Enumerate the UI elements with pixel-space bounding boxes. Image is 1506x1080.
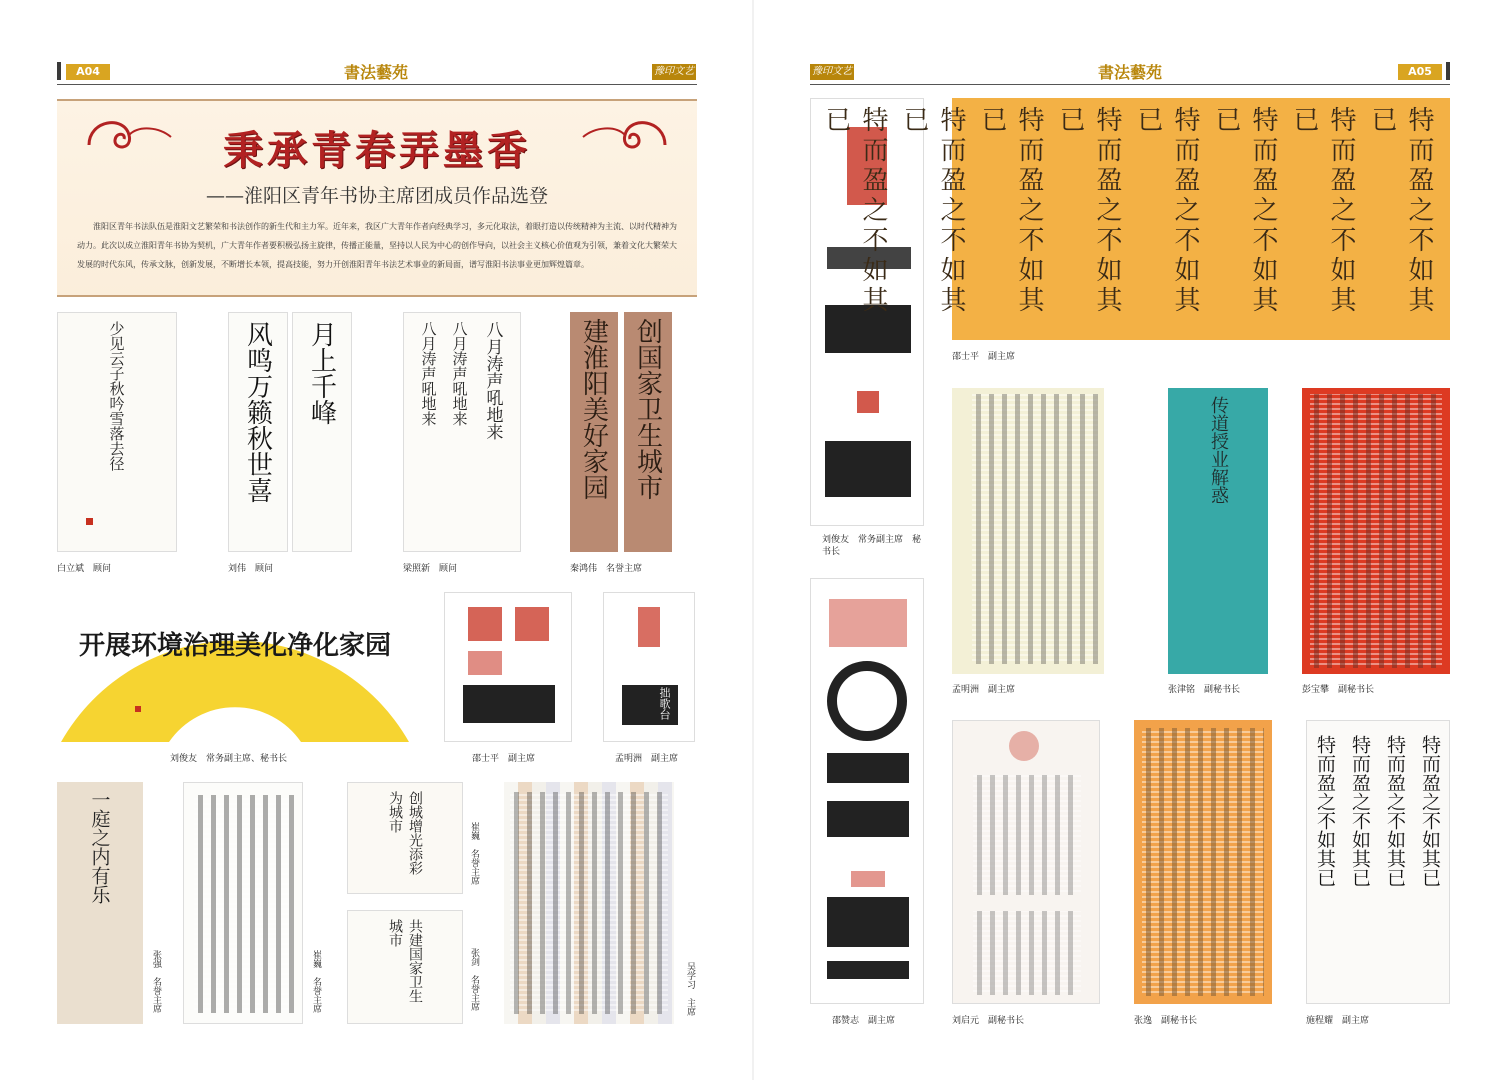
artwork-caption: 彭宝攀 副秘书长 — [1302, 685, 1375, 695]
header-underline — [57, 84, 697, 85]
artwork-couplet-clerical — [624, 312, 672, 552]
seal-rubbing — [827, 897, 909, 947]
seal-rubbing-round — [827, 661, 907, 741]
artwork-seal-carving — [603, 592, 695, 742]
artwork-text: 少见云子秋吟雪落去径 — [107, 321, 126, 471]
artwork-text: 开展环境治理美化净化家园 — [78, 631, 392, 661]
page-number-badge: A04 — [66, 64, 110, 80]
artwork-scroll — [57, 782, 143, 1024]
artwork-red-scroll — [1302, 388, 1450, 674]
header-rule-mark — [1446, 62, 1450, 80]
column-title: 書法藝苑 — [343, 63, 408, 82]
artwork-text: 风鸣万籁秋世喜 — [242, 321, 273, 503]
artwork-text: 特而盈之不如其已 — [899, 106, 966, 316]
seal-imprint — [857, 391, 879, 413]
masthead-logo: 豫印文艺 — [810, 64, 854, 80]
artwork-text: 创国家卫生城市 — [632, 318, 663, 500]
seal-imprint — [468, 607, 502, 641]
artwork-text: 月上千峰 — [306, 321, 337, 425]
hero-intro-text: 淮阳区青年书法队伍是淮阳文艺繁荣和书法创作的新生代和主力军。近年来，我区广大青年作者向经典学习，多元化取法，着眼打造以传统精神为主流、以时代精神为动力。此次以成立淮阳青年书协为契机，广大青年作者要积极弘扬主旋律，传播正能量，坚持以人民为中心的创作导向，以社会主义核心价值观为引领，兼着文化大繁荣大发展的时代东风，传承文脉，创新发展，不断增长本领，提高技能，努力开创淮阳青年书法艺术事业的新局面，谱写淮阳书法事业更加辉煌篇章。 — [77, 222, 677, 269]
artwork-text: 建淮阳美好家园 — [578, 318, 609, 500]
artwork-caption: 张强 名誉主席 — [151, 950, 161, 1013]
page-number-badge: A05 — [1398, 64, 1442, 80]
masthead-logo: 豫印文艺 — [652, 64, 696, 80]
artwork-caption: 刘俊友 常务副主席、秘书长 — [170, 754, 288, 764]
header-underline — [810, 84, 1450, 85]
header-rule-mark — [57, 62, 61, 80]
artwork-caption: 张津铭 副秘书长 — [1168, 685, 1241, 695]
artwork-caption: 施程耀 副主席 — [1306, 1016, 1370, 1026]
seal-mark — [135, 706, 141, 712]
artwork-text: 特而盈之不如其已 — [1419, 735, 1441, 887]
artwork-regular-script — [347, 782, 463, 894]
seal-imprint — [851, 871, 885, 887]
artwork-text: 特而盈之不如其已 — [1367, 106, 1434, 316]
seal-rubbing — [827, 801, 909, 837]
artwork-text: 八月涛声吼地来 — [419, 321, 438, 426]
script-texture — [510, 792, 668, 1014]
seal-rubbing — [827, 753, 909, 783]
artwork-text: 拙歌台 — [658, 687, 671, 720]
artwork-caption: 梁照新 顾问 — [403, 564, 458, 574]
artwork-text: 特而盈之不如其已 — [977, 106, 1044, 316]
artwork-caption: 孟明洲 副主席 — [615, 754, 679, 764]
seal-mark — [86, 518, 93, 525]
artwork-couplet-clerical — [570, 312, 618, 552]
artwork-caption: 崔巍 名誉主席 — [311, 950, 321, 1013]
artwork-text: 特而盈之不如其已 — [1289, 106, 1356, 316]
script-texture — [973, 911, 1081, 995]
seal-imprint — [515, 607, 549, 641]
hero-subtitle: ——淮阳区青年书协主席团成员作品选登 — [205, 185, 548, 207]
artwork-caption: 孟明洲 副主席 — [952, 685, 1016, 695]
artwork-text: 特而盈之不如其已 — [1384, 735, 1406, 887]
artwork-regular-script — [347, 910, 463, 1024]
artwork-text: 特而盈之不如其已 — [1349, 735, 1371, 887]
seal-imprint — [1009, 731, 1039, 761]
artwork-text: 传道授业解惑 — [1208, 396, 1229, 504]
artwork-clerical-scroll — [952, 388, 1104, 674]
script-texture — [194, 795, 294, 1013]
artwork-caption: 吴学习 主席 — [685, 962, 695, 1016]
artwork-text: 创城增光添彩为城市 — [387, 791, 423, 875]
artwork-caption: 邵士平 副主席 — [472, 754, 536, 764]
artwork-caption: 白立斌 顾问 — [57, 564, 112, 574]
artwork-caption: 张剑 名誉主席 — [469, 948, 479, 1011]
artwork-text: 特而盈之不如其已 — [1314, 735, 1336, 887]
artwork-caption: 秦鸿伟 名誉主席 — [570, 564, 643, 574]
page-gutter — [752, 0, 754, 1080]
artwork-running-script — [1134, 720, 1272, 1004]
script-texture — [972, 394, 1098, 664]
artwork-caption: 刘俊友 常务副主席 秘书长 — [822, 535, 922, 557]
artwork-small-script — [183, 782, 303, 1024]
seal-rubbing — [463, 685, 555, 723]
artwork-caption: 邵士平 副主席 — [952, 352, 1016, 362]
artwork-fan — [57, 594, 413, 744]
artwork-text: 一庭之内有乐 — [88, 790, 111, 904]
script-texture — [973, 775, 1081, 895]
artwork-couplet — [292, 312, 352, 552]
artwork-caption: 刘启元 副秘书长 — [952, 1016, 1025, 1026]
seal-rubbing — [827, 961, 909, 979]
hero-title: 秉承青春弄墨香 — [223, 127, 531, 174]
column-title: 書法藝苑 — [1097, 63, 1162, 82]
artwork-text: 特而盈之不如其已 — [821, 106, 888, 316]
artwork-text: 特而盈之不如其已 — [1211, 106, 1278, 316]
artwork-caption: 崔巍 名誉主席 — [469, 822, 479, 885]
seal-imprint — [638, 607, 660, 647]
artwork-caption: 邵赞志 副主席 — [832, 1016, 896, 1026]
artwork-couplet — [228, 312, 288, 552]
artwork-poem — [403, 312, 521, 552]
artwork-text: 共建国家卫生城市 — [387, 919, 423, 1003]
artwork-small-script — [952, 720, 1100, 1004]
artwork-seal-carving — [444, 592, 572, 742]
script-texture — [1310, 394, 1442, 668]
seal-rubbing — [825, 441, 911, 497]
hero-banner — [57, 99, 697, 297]
artwork-handscroll — [504, 782, 674, 1024]
artwork-running-script — [1306, 720, 1450, 1004]
artwork-caption: 张逸 副秘书长 — [1134, 1016, 1198, 1026]
seal-imprint — [829, 599, 907, 647]
seal-imprint — [468, 651, 502, 675]
script-texture — [1142, 728, 1264, 996]
artwork-text: 八月涛声吼地来 — [482, 321, 503, 440]
artwork-text: 特而盈之不如其已 — [1133, 106, 1200, 316]
artwork-seal-script-panel — [821, 98, 1450, 340]
artwork-text: 特而盈之不如其已 — [1055, 106, 1122, 316]
artwork-scroll — [57, 312, 177, 552]
artwork-text: 八月涛声吼地来 — [450, 321, 469, 426]
artwork-seal-scroll — [810, 578, 924, 1004]
artwork-caption: 刘伟 顾问 — [228, 564, 274, 574]
artwork-teal-scroll — [1168, 388, 1268, 674]
